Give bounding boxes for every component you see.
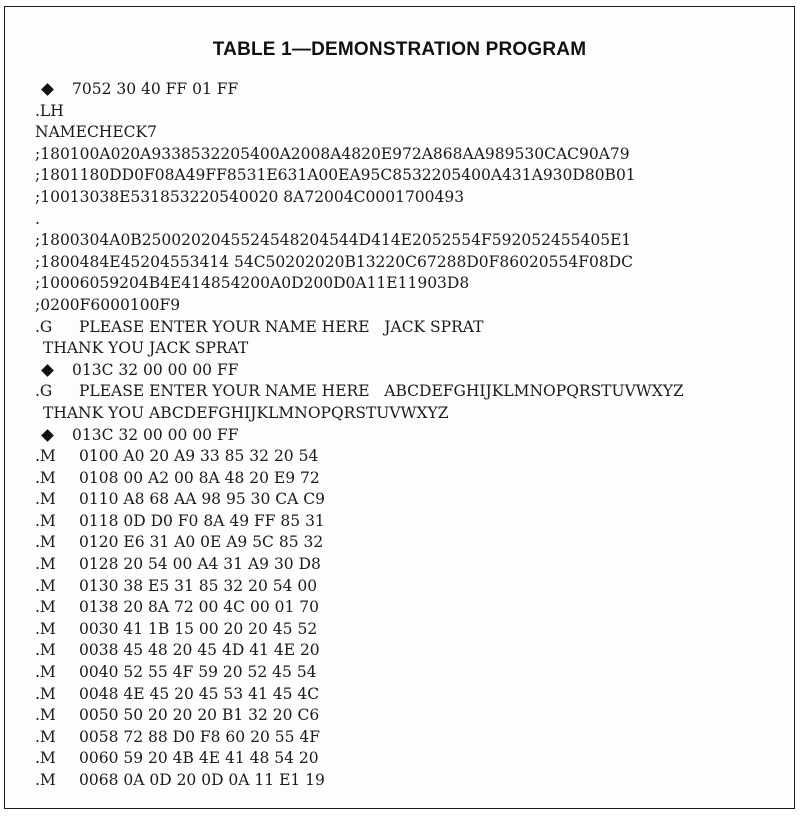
listing-line: [35, 338, 684, 360]
command-prefix: .M: [35, 490, 56, 509]
line-text: 0138 20 8A 72 00 4C 00 01 70: [79, 598, 319, 617]
listing-line: [35, 381, 684, 403]
command-prefix: .M: [35, 511, 56, 530]
listing-line: [35, 101, 684, 123]
listing-line: [35, 446, 684, 468]
command-prefix: .G: [35, 317, 53, 336]
listing-line: [35, 684, 684, 706]
line-text: 7052 30 40 FF 01 FF: [72, 80, 239, 98]
line-text: 0118 0D D0 F0 8A 49 FF 85 31: [79, 511, 325, 530]
command-prefix: .M: [35, 706, 56, 725]
line-text: ;180100A020A9338532205400A2008A4820E972A868AA989530CAC90A79: [35, 144, 630, 163]
listing-line: [35, 511, 684, 533]
line-text: 013C 32 00 00 00 FF: [72, 425, 239, 444]
listing-line: [35, 727, 684, 749]
listing-line: [35, 209, 684, 231]
line-text: ;1800304A0B2500202045524548204544D414E2052554F592052455405E1: [35, 231, 632, 250]
command-prefix: .M: [35, 555, 56, 574]
line-text: 0110 A8 68 AA 98 95 30 CA C9: [79, 490, 325, 509]
listing-line: [35, 403, 684, 425]
listing-line: [35, 468, 684, 490]
line-text: 013C 32 00 00 00 FF: [72, 360, 239, 379]
command-prefix: .M: [35, 447, 56, 466]
listing-line: [35, 640, 684, 662]
line-text: ;1801180DD0F08A49FF8531E631A00EA95C8532205400A431A930D80B01: [35, 166, 636, 185]
line-text: 0068 0A 0D 20 0D 0A 11 E1 19: [79, 771, 325, 789]
command-prefix: .G: [35, 382, 53, 401]
line-text: 0058 72 88 D0 F8 60 20 55 4F: [79, 727, 320, 746]
command-prefix: .M: [35, 576, 56, 595]
line-text: 0050 50 20 20 20 B1 32 20 C6: [79, 706, 320, 725]
listing-line: [35, 425, 684, 447]
command-prefix: .M: [35, 771, 56, 789]
line-text: ;10006059204B4E414854200A0D200D0A11E11903D8: [35, 274, 470, 293]
listing-line: [35, 705, 684, 727]
line-text: 0120 E6 31 A0 0E A9 5C 85 32: [79, 533, 324, 552]
line-text: THANK YOU JACK SPRAT: [43, 339, 249, 358]
listing-line: [35, 532, 684, 554]
command-prefix: .M: [35, 684, 56, 703]
listing-line: [35, 79, 684, 101]
line-text: NAMECHECK7: [35, 123, 157, 142]
listing-line: [35, 770, 684, 792]
program-listing: [35, 79, 684, 792]
line-text: .: [35, 209, 40, 228]
line-text: 0040 52 55 4F 59 20 52 45 54: [79, 663, 317, 682]
line-text: ;1800484E45204553414 54C50202020B13220C67288D0F86020554F08DC: [35, 252, 634, 271]
listing-line: [35, 144, 684, 166]
command-prefix: .M: [35, 619, 56, 638]
line-text: THANK YOU ABCDEFGHIJKLMNOPQRSTUVWXYZ: [43, 403, 449, 422]
command-prefix: .M: [35, 533, 56, 552]
diamond-bullet-icon: [41, 83, 54, 96]
listing-line: [35, 230, 684, 252]
listing-line: [35, 748, 684, 770]
listing-line: [35, 576, 684, 598]
table-title: TABLE 1—DEMONSTRATION PROGRAM: [212, 39, 587, 60]
command-prefix: .M: [35, 749, 56, 768]
listing-line: [35, 554, 684, 576]
listing-line: [35, 273, 684, 295]
line-text: PLEASE ENTER YOUR NAME HERE ABCDEFGHIJKLMNOPQRSTUVWXYZ: [79, 382, 684, 401]
listing-line: [35, 662, 684, 684]
listing-line: [35, 360, 684, 382]
command-prefix: .M: [35, 727, 56, 746]
line-text: 0060 59 20 4B 4E 41 48 54 20: [79, 749, 319, 768]
listing-line: [35, 122, 684, 144]
line-text: 0130 38 E5 31 85 32 20 54 00: [79, 576, 318, 595]
listing-line: [35, 489, 684, 511]
listing-line: [35, 165, 684, 187]
line-text: 0038 45 48 20 45 4D 41 4E 20: [79, 641, 320, 660]
diamond-bullet-icon: [41, 429, 54, 442]
diamond-bullet-icon: [41, 364, 54, 377]
command-prefix: .M: [35, 468, 56, 487]
table-frame: [4, 6, 795, 809]
command-prefix: .M: [35, 598, 56, 617]
line-text: 0128 20 54 00 A4 31 A9 30 D8: [79, 555, 321, 574]
line-text: 0030 41 1B 15 00 20 20 45 52: [79, 619, 318, 638]
listing-line: [35, 295, 684, 317]
line-text: ;10013038E531853220540020 8A72004C0001700493: [35, 187, 465, 206]
line-text: 0100 A0 20 A9 33 85 32 20 54: [79, 447, 319, 466]
line-text: PLEASE ENTER YOUR NAME HERE JACK SPRAT: [79, 317, 484, 336]
listing-line: [35, 597, 684, 619]
line-text: 0048 4E 45 20 45 53 41 45 4C: [79, 684, 320, 703]
listing-line: [35, 619, 684, 641]
listing-line: [35, 187, 684, 209]
listing-line: [35, 252, 684, 274]
line-text: ;0200F6000100F9: [35, 295, 181, 314]
line-text: .LH: [35, 101, 64, 120]
listing-line: [35, 317, 684, 339]
command-prefix: .M: [35, 641, 56, 660]
command-prefix: .M: [35, 663, 56, 682]
line-text: 0108 00 A2 00 8A 48 20 E9 72: [79, 468, 320, 487]
